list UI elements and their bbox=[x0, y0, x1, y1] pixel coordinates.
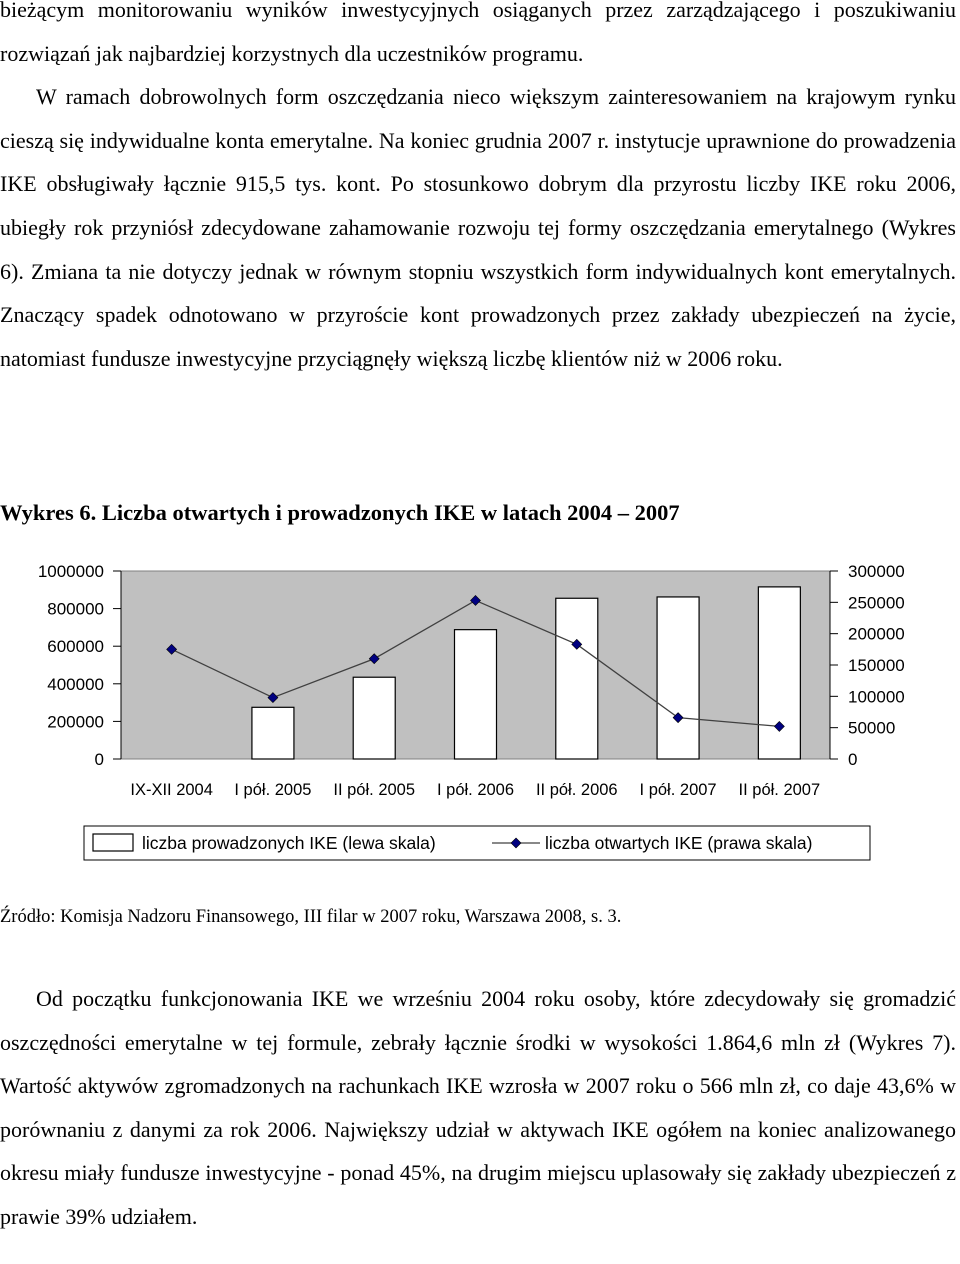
ike-chart bbox=[0, 548, 960, 878]
paragraph-2 bbox=[0, 977, 956, 1239]
paragraph-intro bbox=[0, 0, 956, 380]
legend-line-label: liczba otwartych IKE (prawa skala) bbox=[545, 833, 813, 853]
right-tick-label: 250000 bbox=[848, 593, 905, 613]
chart-legend bbox=[84, 826, 870, 860]
category-label: II pół. 2005 bbox=[333, 781, 416, 799]
bar bbox=[657, 597, 699, 759]
paragraph-intro-text: bieżącym monitorowaniu wyników inwestycyjnych osiąganych przez zarządzającego i poszukiwaniu rozwiązań jak najbardziej korzystnych dla uczestników programu. bbox=[0, 0, 956, 66]
left-tick-label: 600000 bbox=[47, 637, 104, 657]
right-tick-label: 50000 bbox=[848, 718, 896, 738]
left-tick-label: 800000 bbox=[47, 599, 104, 619]
category-label: II pół. 2006 bbox=[535, 781, 618, 799]
legend-bar-label: liczba prowadzonych IKE (lewa skala) bbox=[142, 833, 436, 853]
right-tick-label: 200000 bbox=[848, 624, 905, 644]
legend-bar-swatch bbox=[93, 834, 133, 851]
paragraph-2-text: Od początku funkcjonowania IKE we wrześniu 2004 roku osoby, które zdecydowały się gromadzić oszczędności emerytalne w tej formule, zebrały łącznie środki w wysokości 1.864,6 mln zł (Wykres 7). Wartość aktywów zgromadzonych na rachunkach IKE wzrosła w 2007 roku o 566 mln zł, co daje 43,6% w porównaniu z danymi za rok 2006. Największy udział w aktywach IKE ogółem na koniec analizowanego okresu miały fundusze inwestycyjne - ponad 45%, na drugim miejscu uplasowały się zakłady ubezpieczeń z prawie 39% udziałem. bbox=[0, 986, 956, 1229]
left-tick-label: 1000000 bbox=[37, 562, 104, 581]
chart-title: Wykres 6. Liczba otwartych i prowadzonych IKE w latach 2004 – 2007 bbox=[0, 500, 680, 525]
right-tick-label: 100000 bbox=[848, 687, 905, 707]
bar bbox=[353, 677, 395, 759]
bar bbox=[556, 598, 598, 759]
chart-source: Źródło: Komisja Nadzoru Finansowego, III filar w 2007 roku, Warszawa 2008, s. 3. bbox=[0, 907, 622, 927]
left-tick-label: 200000 bbox=[47, 712, 104, 732]
right-tick-label: 0 bbox=[848, 750, 858, 769]
left-tick-label: 0 bbox=[94, 750, 104, 769]
category-label: I pół. 2006 bbox=[436, 781, 515, 799]
category-label: I pół. 2005 bbox=[234, 781, 312, 799]
right-tick-label: 150000 bbox=[848, 656, 905, 675]
category-label: II pół. 2007 bbox=[738, 781, 821, 799]
right-tick-label: 300000 bbox=[848, 562, 905, 581]
bar bbox=[252, 707, 294, 759]
category-label: I pół. 2007 bbox=[639, 781, 717, 799]
bar bbox=[455, 630, 497, 759]
bar bbox=[758, 587, 800, 759]
left-tick-label: 400000 bbox=[47, 674, 104, 694]
category-label: IX-XII 2004 bbox=[130, 781, 213, 799]
paragraph-1-text: W ramach dobrowolnych form oszczędzania nieco większym zainteresowaniem na krajowym rynku cieszą się indywidualne konta emerytalne. Na koniec grudnia 2007 r. instytucje uprawnione do prowadzenia IKE obsługiwały łącznie 915,5 tys. kont. Po stosunkowo dobrym dla przyrostu liczby IKE roku 2006, ubiegły rok przyniósł zdecydowane zahamowanie rozwoju tej formy oszczędzania emerytalnego (Wykres 6). Zmiana ta nie dotyczy jednak w równym stopniu wszystkich form indywidualnych kont emerytalnych. Znaczący spadek odnotowano w przyroście kont prowadzonych przez zakłady ubezpieczeń na życie, natomiast fundusze inwestycyjne przyciągnęły większą liczbę klientów niż w 2006 roku. bbox=[0, 84, 956, 371]
